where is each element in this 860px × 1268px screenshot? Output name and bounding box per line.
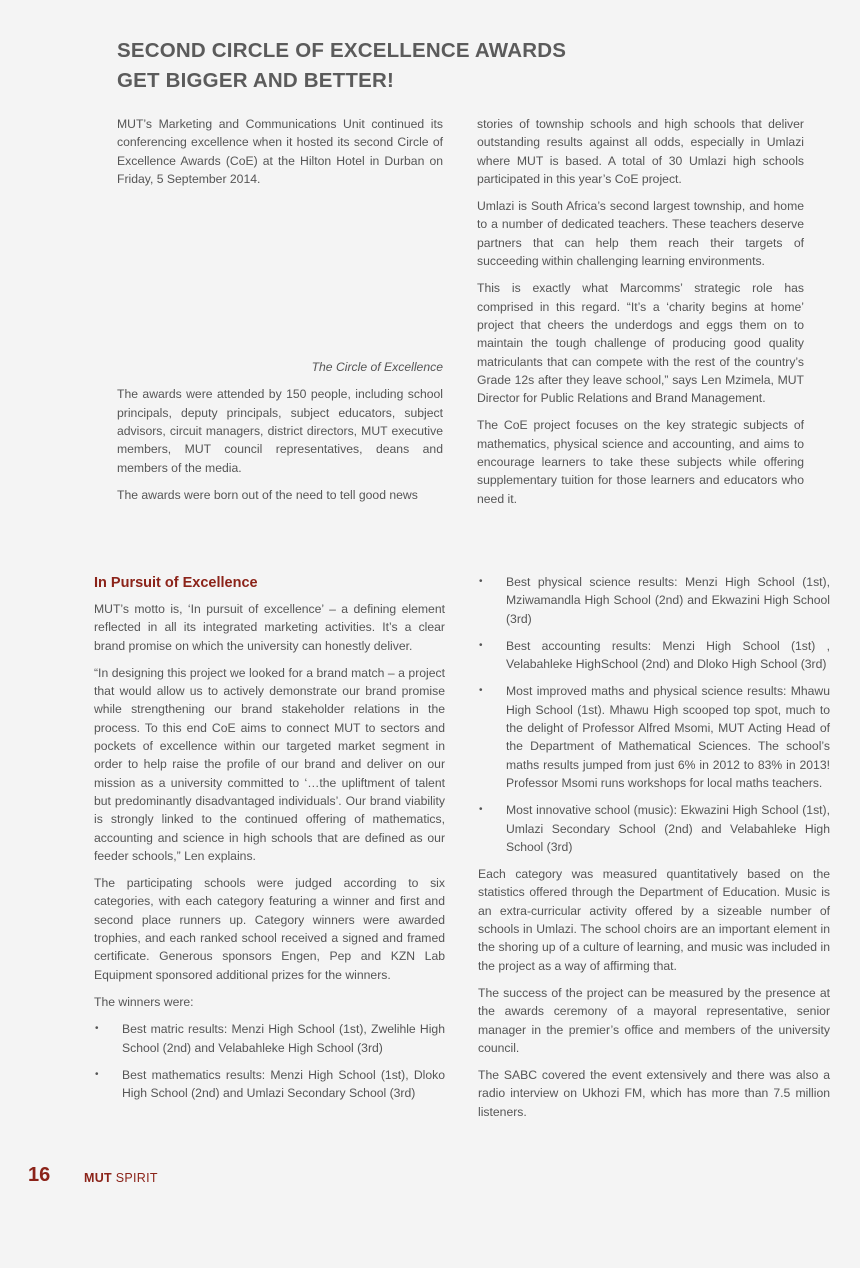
publication-name-rest: SPIRIT xyxy=(111,1171,158,1185)
body-paragraph: The participating schools were judged according to six categories, with each category featuring a winner and first and second place runners up. Category winners were awarded trophies, and each ranked school received a signed and framed certificate. Generous sponsors Engen, Pep and KZN Lab Equipment sponsored additional prizes for the winners. xyxy=(94,876,445,982)
intro-paragraph: Umlazi is South Africa’s second largest township, and home to a number of dedicated teachers. These teachers deserve partners that can help them reach their targets of succeeding within challenging learning environments. xyxy=(477,199,804,269)
list-item xyxy=(478,573,830,628)
article-title xyxy=(117,36,677,96)
list-item-text: Best matric results: Menzi High School (1st), Zwelihle High School (2nd) and Velabahleke High School (3rd) xyxy=(122,1022,445,1055)
bullet-icon: • xyxy=(479,576,483,587)
list-item xyxy=(94,1020,445,1057)
intro-paragraph: This is exactly what Marcomms’ strategic role has comprised in this regard. “It’s a ‘charity begins at home’ project that cheers the underdogs and eggs them on to maintain the tough challenge of producing good quality matriculants that can compete with the rest of the country’s Grade 12s after they leave school,” says Len Mzimela, MUT Director for Public Relations and Brand Management. xyxy=(477,281,804,406)
publication-name-bold: MUT xyxy=(84,1171,112,1185)
intro-paragraph: The awards were born out of the need to tell good news xyxy=(117,487,418,502)
bullet-icon: • xyxy=(479,685,483,697)
page-number: 16 xyxy=(28,1164,51,1186)
intro-paragraph: The awards were attended by 150 people, including school principals, deputy principals, subject educators, subject advisors, circuit managers, district directors, MUT executive members, MUT council representatives, deans and members of the media. xyxy=(117,387,443,475)
intro-column-left xyxy=(117,115,443,513)
bullet-icon: • xyxy=(479,804,483,816)
list-item-text: Most improved maths and physical science results: Mhawu High School (1st). Mhawu High scooped top spot, much to the delight of Professor Alfred Msomi, MUT Acting Head of the Department of Mathematical Sciences. The school’s maths results jumped from just 6% in 2012 to 83% in 2013! Professor Msomi runs workshops for local maths teachers. xyxy=(506,684,830,790)
pursuit-column-left xyxy=(94,573,445,1111)
bullet-icon: • xyxy=(479,639,483,651)
body-paragraph: “In designing this project we looked for a brand match – a project that would allow us to actively demonstrate our brand promise while strengthening our brand stakeholder relations in the process. To this end CoE aims to connect MUT to sectors and pockets of excellence within our targeted market segment in order to help raise the profile of our brand and deliver on our mission as a university committed to ‘…the upliftment of talent but predominantly disadvantaged individuals’. Our brand viability is strongly linked to the continued offering of mathematics, accounting and science in high schools that are defined as our feeder schools,” Len explains. xyxy=(94,665,445,863)
publication-name xyxy=(84,1170,158,1186)
winners-list-continued xyxy=(478,573,830,856)
intro-paragraph: MUT’s Marketing and Communications Unit continued its conferencing excellence when it hosted its second Circle of Excellence Awards (CoE) at the Hilton Hotel in Durban on Friday, 5 September 2014. xyxy=(117,117,443,186)
title-line-2: GET BIGGER AND BETTER! xyxy=(117,69,394,92)
pursuit-column-right xyxy=(478,573,830,1130)
list-item xyxy=(94,1066,445,1103)
section-heading: In Pursuit of Excellence xyxy=(94,575,258,591)
list-item-text: Most innovative school (music): Ekwazini High School (1st), Umlazi Secondary School (2nd) and Velabahleke High School (3rd) xyxy=(506,803,830,854)
intro-paragraph: The CoE project focuses on the key strategic subjects of mathematics, physical science and accounting, and aims to encourage learners to take these subjects while offering supplementary tuition for those learners and educators who need it. xyxy=(477,418,804,506)
list-item xyxy=(478,801,830,856)
body-paragraph: Each category was measured quantitatively based on the statistics offered through the Department of Education. Music is an extra-curricular activity offered by a sizeable number of schools in Umlazi. The school choirs are an important element in the shoring up of a culture of learning, and music was included in the project as a way of affirming that. xyxy=(478,867,830,973)
bullet-icon: • xyxy=(95,1068,99,1080)
list-item-text: Best accounting results: Menzi High School (1st) , Velabahleke HighSchool (2nd) and Dloko High School (3rd) xyxy=(506,638,830,672)
body-paragraph: MUT’s motto is, ‘In pursuit of excellence’ – a defining element reflected in all its integrated marketing activities. It’s a clear brand promise on which the university can honestly deliver. xyxy=(94,602,445,653)
body-paragraph: The SABC covered the event extensively and there was also a radio interview on Ukhozi FM, which has more than 7.5 million listeners. xyxy=(478,1068,830,1119)
intro-paragraph: stories of township schools and high schools that deliver outstanding results against all odds, especially in Umlazi where MUT is based. A total of 30 Umlazi high schools participated in this year’s CoE project. xyxy=(477,117,804,186)
list-item-text: Best physical science results: Menzi High School (1st), Mziwamandla High School (2nd) and Ekwazini High School (3rd) xyxy=(506,575,830,626)
image-caption: The Circle of Excellence xyxy=(311,360,443,375)
body-paragraph: The winners were: xyxy=(94,994,194,1009)
list-item xyxy=(478,637,830,674)
body-paragraph: The success of the project can be measured by the presence at the awards ceremony of a mayoral representative, senior manager in the premier’s office and members of the university council. xyxy=(478,985,830,1055)
list-item xyxy=(478,682,830,792)
winners-list xyxy=(94,1020,445,1102)
title-line-1: SECOND CIRCLE OF EXCELLENCE AWARDS xyxy=(117,39,567,62)
list-item-text: Best mathematics results: Menzi High School (1st), Dloko High School (2nd) and Umlazi Secondary School (3rd) xyxy=(122,1067,445,1101)
intro-column-right xyxy=(477,115,804,517)
bullet-icon: • xyxy=(95,1023,99,1035)
